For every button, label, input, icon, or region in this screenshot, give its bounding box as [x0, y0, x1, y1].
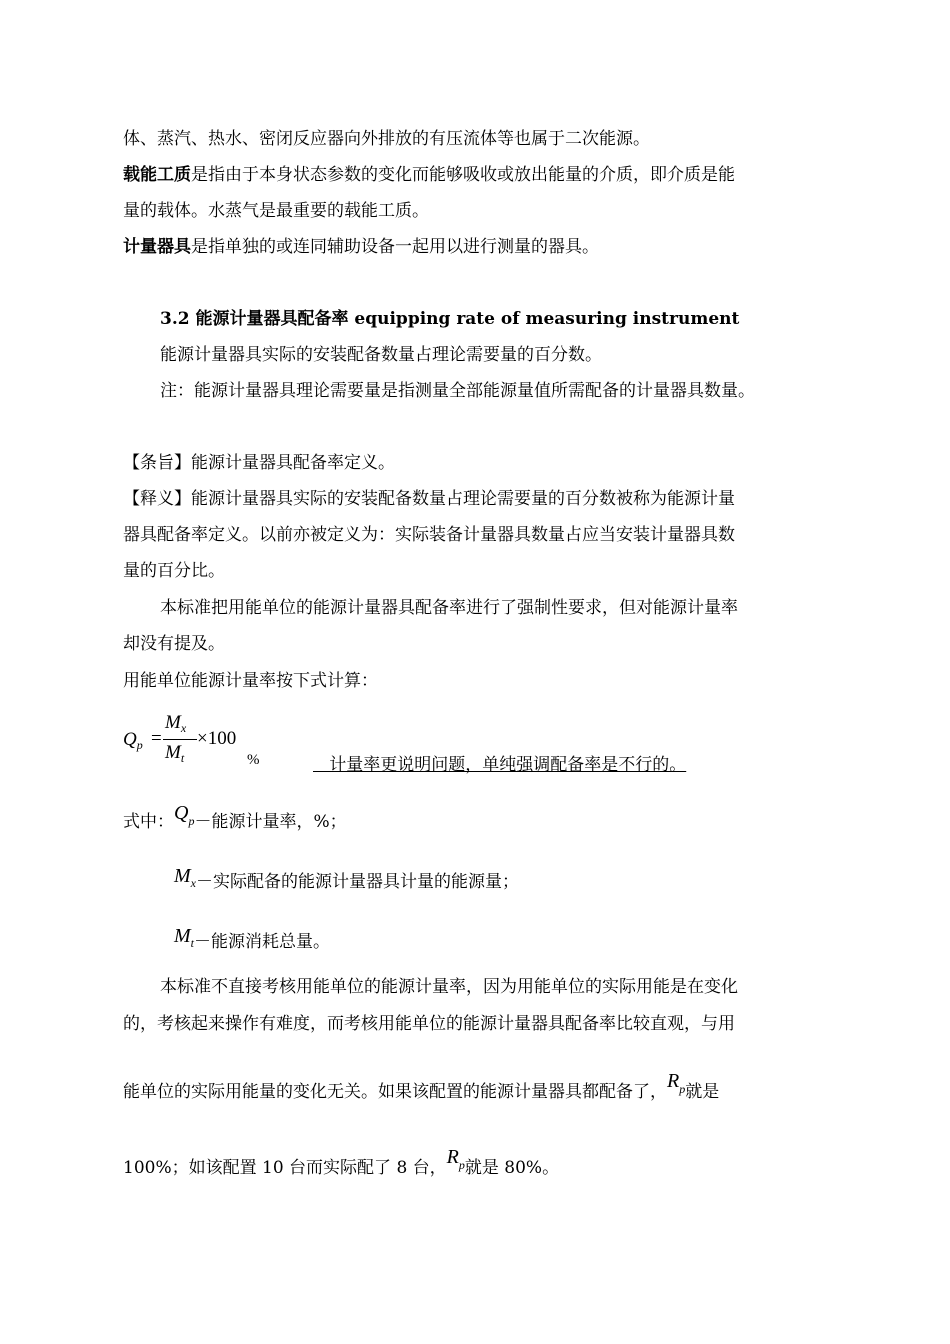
- shiyi-line: 器具配备率定义。以前亦被定义为：实际装备计量器具数量占应当安装计量器具数: [123, 525, 735, 545]
- formula-percent: %: [247, 752, 260, 768]
- shiyi-line: 【释义】能源计量器具实际的安装配备数量占理论需要量的百分数被称为能源计量: [123, 489, 735, 509]
- term-carrier: 载能工质: [123, 165, 191, 185]
- paragraph-line: 能单位的实际用能量的变化无关。如果该配置的能源计量器具都配备了，$R^p$就是: [123, 1070, 720, 1102]
- text-line: 量的载体。水蒸气是最重要的载能工质。: [123, 201, 429, 221]
- paragraph-line: 本标准不直接考核用能单位的能源计量率，因为用能单位的实际用能是在变化: [160, 977, 738, 997]
- section-definition: 能源计量器具实际的安装配备数量占理论需要量的百分数。: [160, 345, 602, 365]
- text-line: 体、蒸汽、热水、密闭反应器向外排放的有压流体等也属于二次能源。: [123, 129, 650, 149]
- formula-denominator: $M_t$: [165, 742, 185, 765]
- definition-carrier: 载能工质是指由于本身状态参数的变化而能够吸收或放出能量的介质，即介质是能: [123, 165, 735, 185]
- section-heading: 3.2 能源计量器具配备率 equipping rate of measuring instrument: [160, 309, 740, 329]
- formula-numerator: $M_x$: [165, 712, 187, 735]
- formula-lhs: $Q_p$: [123, 729, 143, 752]
- formula-equals: =: [151, 728, 162, 749]
- symbol-qp-line: 式中：Qp－能源计量率，%；: [123, 802, 347, 832]
- tiaozhi-line: 【条旨】能源计量器具配备率定义。: [123, 453, 395, 473]
- formula-block: [123, 712, 833, 775]
- symbol-mx-line: Mx－实际配备的能源计量器具计量的能源量；: [174, 865, 519, 892]
- paragraph-line: 本标准把用能单位的能源计量器具配备率进行了强制性要求，但对能源计量率: [160, 598, 738, 618]
- formula-comment: 计量率更说明问题，单纯强调配备率是不行的。: [313, 755, 687, 775]
- symbol-mt-line: Mt－能源消耗总量。: [174, 925, 331, 952]
- paragraph-line: 用能单位能源计量率按下式计算：: [123, 671, 378, 691]
- fraction-bar: [163, 739, 197, 740]
- section-note: 注：能源计量器具理论需要量是指测量全部能源量值所需配备的计量器具数量。: [160, 381, 755, 401]
- formula-times: ×100: [197, 728, 237, 749]
- shiyi-line: 量的百分比。: [123, 561, 225, 581]
- term-instrument: 计量器具: [123, 237, 191, 257]
- paragraph-line: 的，考核起来操作有难度，而考核用能单位的能源计量器具配备率比较直观，与用: [123, 1014, 735, 1034]
- definition-instrument: 计量器具是指单独的或连同辅助设备一起用以进行测量的器具。: [123, 237, 599, 257]
- paragraph-line: 100%；如该配置 10 台而实际配了 8 台，$R^p$就是 80%。: [123, 1146, 560, 1178]
- paragraph-line: 却没有提及。: [123, 634, 225, 654]
